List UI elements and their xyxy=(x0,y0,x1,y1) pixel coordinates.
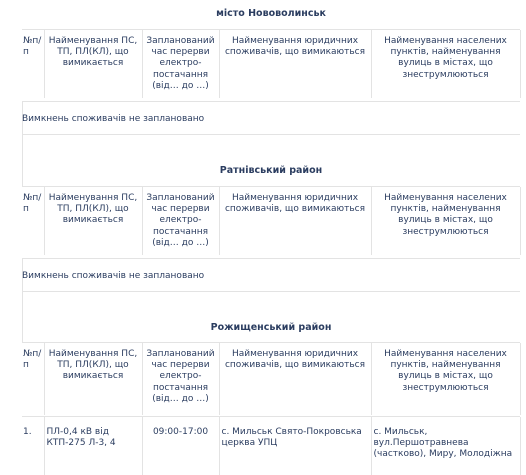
row-consumers: с. Мильськ Свято-Покровська церква УПЦ xyxy=(219,417,371,475)
header-time: Запланований час перерви електро-постачання (від… до …) xyxy=(142,187,219,255)
table-header-rozhyshche xyxy=(22,343,521,415)
section-title-rozhyshche: Рожищенський район xyxy=(210,322,332,333)
no-outages-note: Вимкнень споживачів не заплановано xyxy=(22,271,205,281)
row-localities: с. Мильськ, вул.Першотравнева (частково), Миру, Молодіжна xyxy=(371,417,520,475)
outage-table-rozhyshche xyxy=(22,417,521,475)
header-object: Найменування ПС, ТП, ПЛ(КЛ), що вимикається xyxy=(44,343,142,415)
row-time: 09:00-17:00 xyxy=(142,417,219,475)
section-title-novovolynsk: місто Нововолинськ xyxy=(216,8,326,19)
header-consumers: Найменування юридичних споживачів, що вимикаються xyxy=(219,187,371,255)
header-num: №п/п xyxy=(22,30,44,98)
header-localities: Найменування населених пунктів, найменування вулиць в містах, що знеструмлюються xyxy=(371,343,520,415)
table-row xyxy=(22,417,520,475)
header-num: №п/п xyxy=(22,343,44,415)
no-outages-note: Вимкнень споживачів не заплановано xyxy=(22,114,205,124)
header-consumers: Найменування юридичних споживачів, що вимикаються xyxy=(219,343,371,415)
table-header-novovolynsk xyxy=(22,30,521,98)
table-header-ratne xyxy=(22,187,521,255)
section-title-ratne: Ратнівський район xyxy=(219,165,323,176)
header-num: №п/п xyxy=(22,187,44,255)
header-localities: Найменування населених пунктів, найменування вулиць в містах, що знеструмлюються xyxy=(371,187,520,255)
header-consumers: Найменування юридичних споживачів, що вимикаються xyxy=(219,30,371,98)
header-object: Найменування ПС, ТП, ПЛ(КЛ), що вимикається xyxy=(44,187,142,255)
row-object: ПЛ-0,4 кВ від КТП-275 Л-3, 4 xyxy=(44,417,142,475)
header-time: Запланований час перерви електро-постачання (від… до …) xyxy=(142,30,219,98)
header-object: Найменування ПС, ТП, ПЛ(КЛ), що вимикається xyxy=(44,30,142,98)
row-num: 1. xyxy=(22,417,44,475)
header-localities: Найменування населених пунктів, найменування вулиць в містах, що знеструмлюються xyxy=(371,30,520,98)
header-time: Запланований час перерви електро-постачання (від… до …) xyxy=(142,343,219,415)
